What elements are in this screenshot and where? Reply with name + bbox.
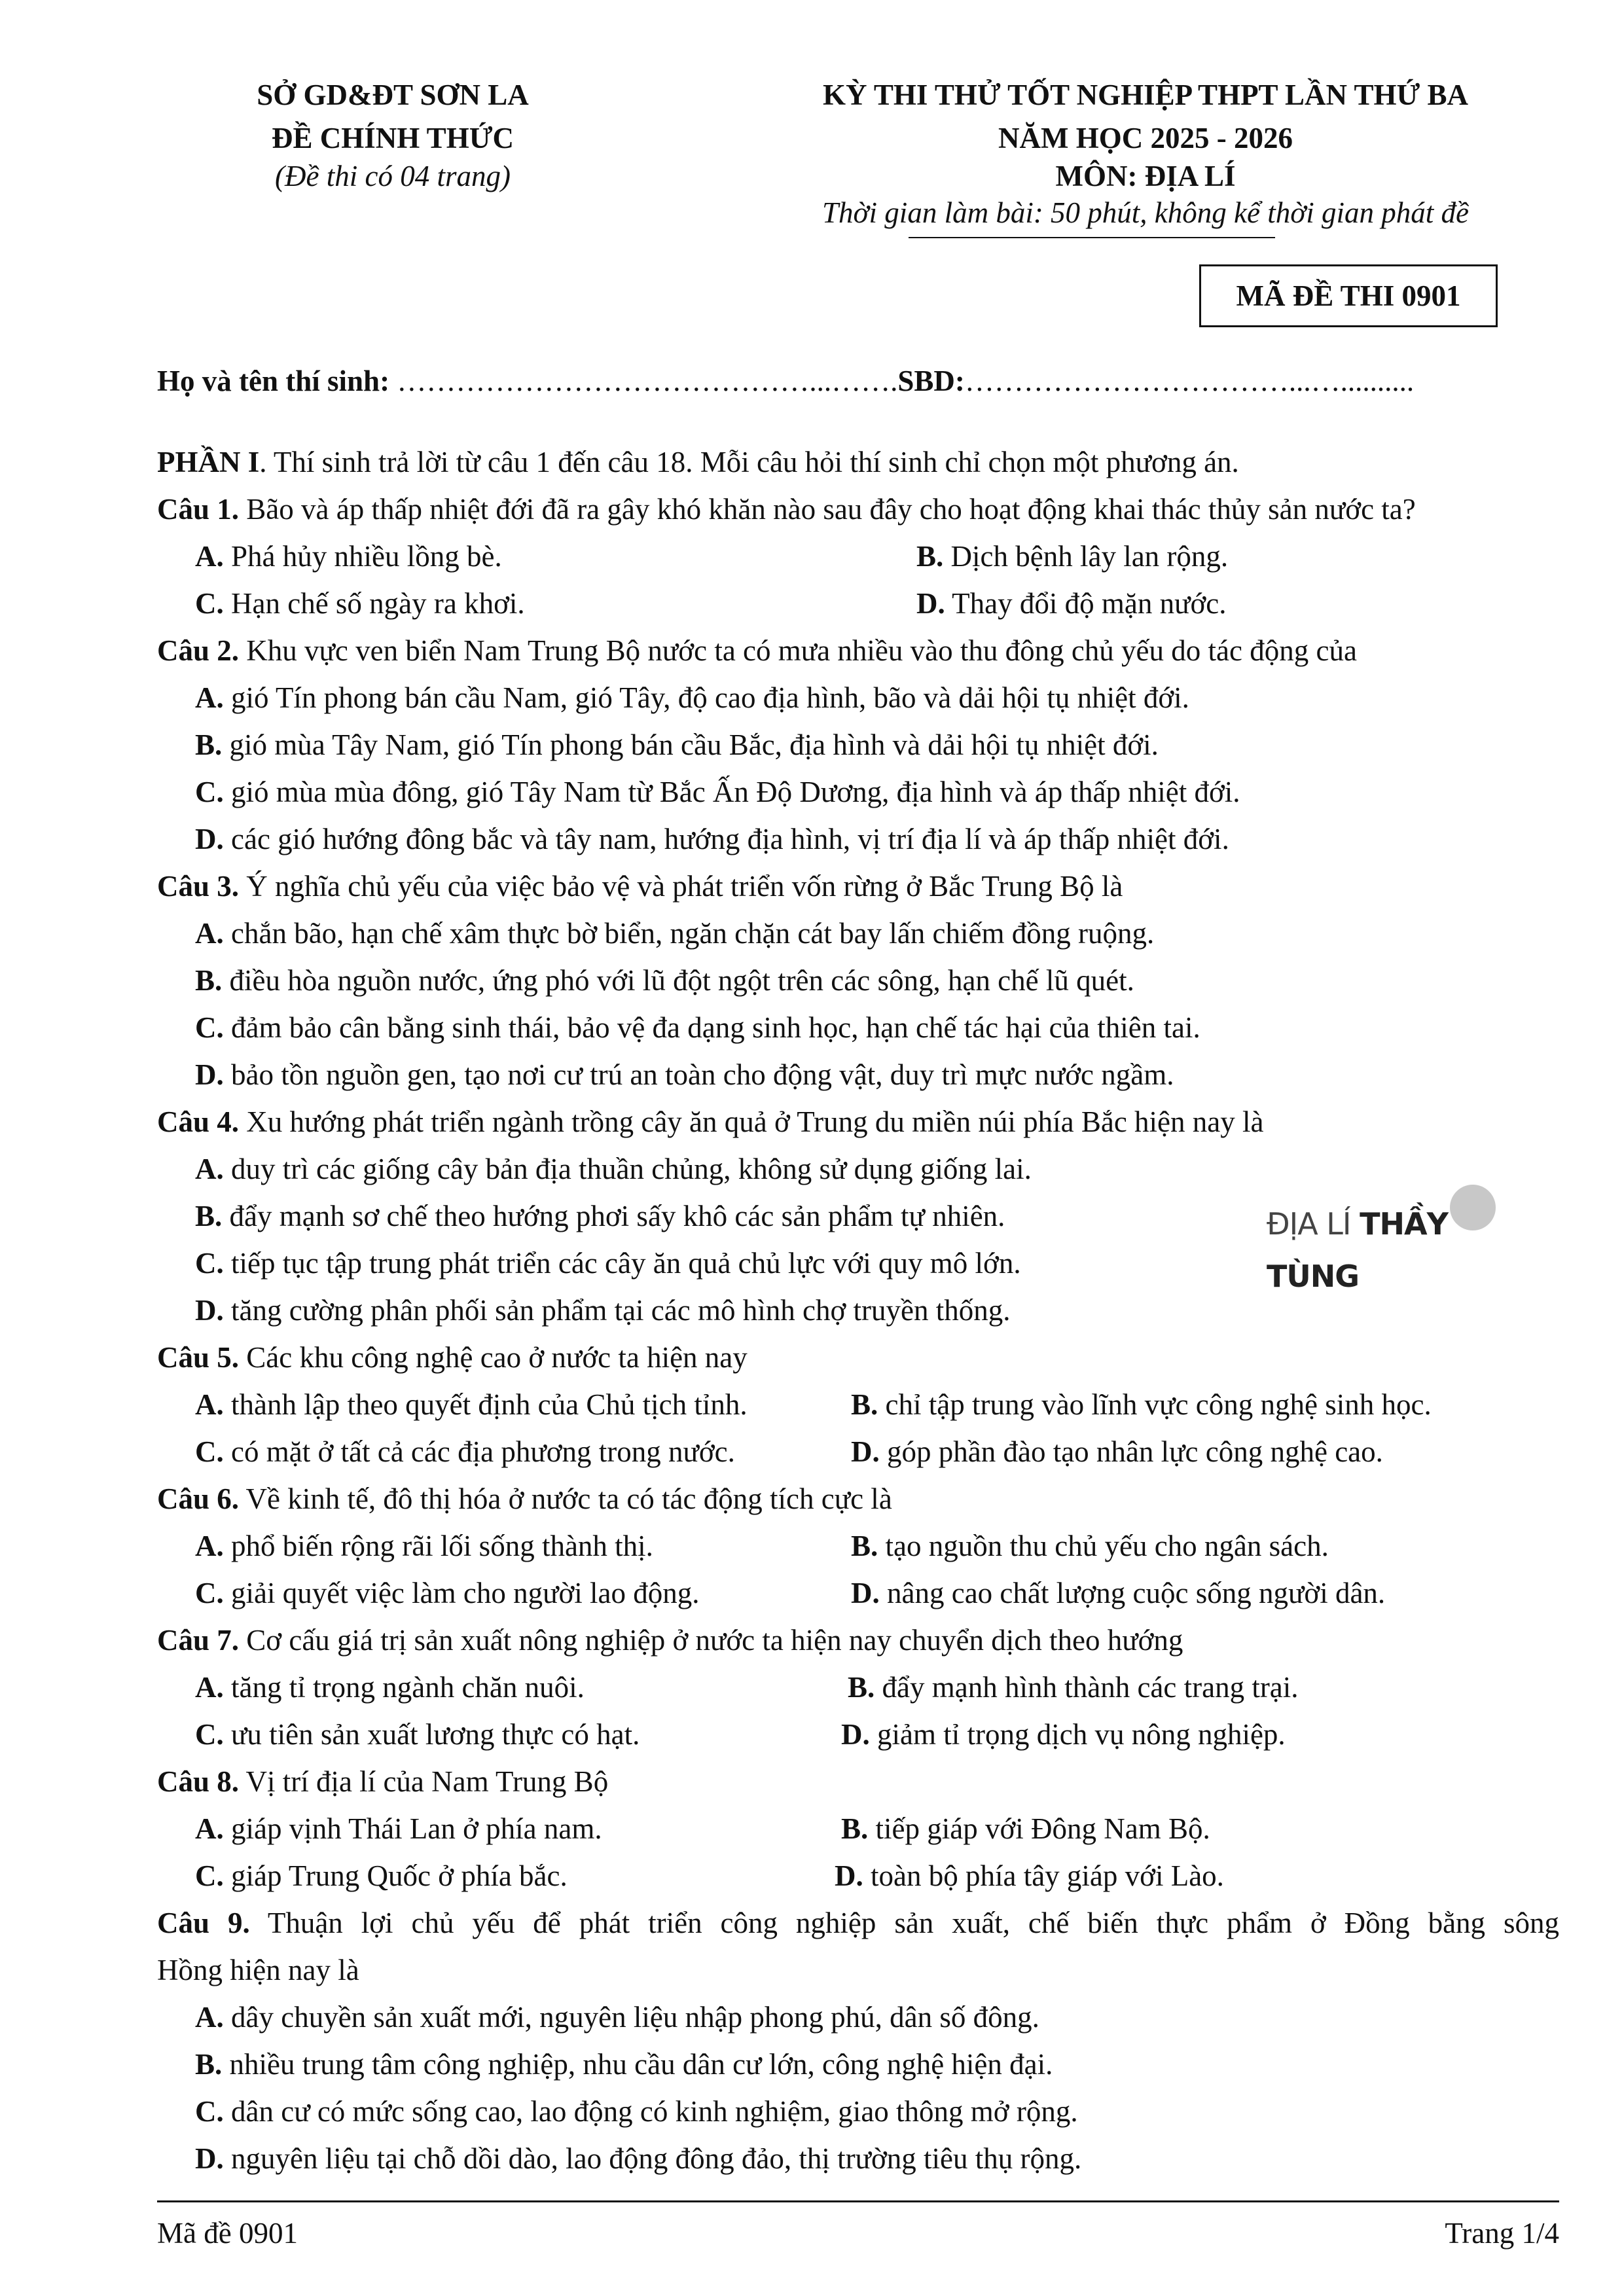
logo-text-1: ĐỊA LÍ — [1267, 1206, 1351, 1242]
option-6a[interactable]: A. phổ biến rộng rãi lối sống thành thị. — [195, 1530, 653, 1562]
page-number: Trang 1/4 — [1445, 2217, 1559, 2250]
logo-text-2: THẦY TÙNG — [1267, 1206, 1448, 1294]
question-number: Câu 1. — [157, 493, 240, 526]
question-3 — [157, 869, 1123, 903]
option-7a[interactable]: A. tăng tỉ trọng ngành chăn nuôi. — [195, 1671, 585, 1704]
option-9c[interactable]: C. dân cư có mức sống cao, lao động có kinh nghiệm, giao thông mở rộng. — [195, 2095, 1078, 2128]
option-9a[interactable]: A. dây chuyền sản xuất mới, nguyên liệu nhập phong phú, dân số đông. — [195, 2001, 1039, 2034]
option-5c[interactable]: C. có mặt ở tất cả các địa phương trong nước. — [195, 1435, 735, 1468]
subject: MÔN: ĐỊA LÍ — [1055, 160, 1236, 192]
name-field[interactable]: ……………………………………...……. — [397, 365, 898, 397]
option-3d[interactable]: D. bảo tồn nguồn gen, tạo nơi cư trú an toàn cho động vật, duy trì mực nước ngầm. — [195, 1058, 1174, 1091]
question-number: Câu 3. — [157, 870, 240, 903]
question-8 — [157, 1765, 608, 1799]
option-8c[interactable]: C. giáp Trung Quốc ở phía bắc. — [195, 1859, 568, 1892]
question-text: Thuận lợi chủ yếu để phát triển công nghiệp sản xuất, chế biến thực phẩm ở Đồng bằng sông — [249, 1907, 1559, 1939]
question-text: Các khu công nghệ cao ở nước ta hiện nay — [239, 1341, 748, 1374]
footer-exam-code: Mã đề 0901 — [157, 2217, 298, 2250]
option-7d[interactable]: D. giảm tỉ trọng dịch vụ nông nghiệp. — [841, 1718, 1286, 1751]
time-allowed: Thời gian làm bài: 50 phút, không kể thời gian phát đề — [822, 196, 1469, 229]
option-2d[interactable]: D. các gió hướng đông bắc và tây nam, hướng địa hình, vị trí địa lí và áp thấp nhiệt đới. — [195, 823, 1229, 855]
option-6b[interactable]: B. tạo nguồn thu chủ yếu cho ngân sách. — [851, 1530, 1329, 1562]
option-6c[interactable]: C. giải quyết việc làm cho người lao động. — [195, 1577, 700, 1609]
school-year: NĂM HỌC 2025 - 2026 — [998, 122, 1293, 154]
question-text: Bão và áp thấp nhiệt đới đã ra gây khó khăn nào sau đây cho hoạt động khai thác thủy sản nước ta? — [239, 493, 1416, 526]
exam-title: KỲ THI THỬ TỐT NGHIỆP THPT LẦN THỨ BA — [822, 79, 1469, 111]
option-8a[interactable]: A. giáp vịnh Thái Lan ở phía nam. — [195, 1812, 602, 1845]
question-text: Cơ cấu giá trị sản xuất nông nghiệp ở nước ta hiện nay chuyển dịch theo hướng — [239, 1624, 1183, 1657]
sbd-label: SBD: — [897, 365, 965, 397]
page-count-note: (Đề thi có 04 trang) — [275, 160, 511, 192]
question-text: Về kinh tế, đô thị hóa ở nước ta có tác động tích cực là — [239, 1482, 892, 1515]
question-5 — [157, 1340, 748, 1374]
question-text: Vị trí địa lí của Nam Trung Bộ — [239, 1765, 609, 1798]
question-text: Khu vực ven biển Nam Trung Bộ nước ta có mưa nhiều vào thu đông chủ yếu do tác động của — [239, 634, 1357, 667]
option-4d[interactable]: D. tăng cường phân phối sản phẩm tại các mô hình chợ truyền thống. — [195, 1294, 1011, 1327]
option-2b[interactable]: B. gió mùa Tây Nam, gió Tín phong bán cầu Bắc, địa hình và dải hội tụ nhiệt đới. — [195, 728, 1159, 761]
question-number: Câu 8. — [157, 1765, 240, 1798]
part-label: PHẦN I — [157, 446, 260, 478]
sbd-field[interactable]: ……………………………...….......... — [964, 365, 1415, 397]
option-2a[interactable]: A. gió Tín phong bán cầu Nam, gió Tây, độ cao địa hình, bão và dải hội tụ nhiệt đới. — [195, 681, 1189, 714]
option-5a[interactable]: A. thành lập theo quyết định của Chủ tịch tỉnh. — [195, 1388, 748, 1421]
exam-code-box: MÃ ĐỀ THI 0901 — [1199, 264, 1498, 327]
option-7b[interactable]: B. đẩy mạnh hình thành các trang trại. — [848, 1671, 1299, 1704]
question-9-continued: Hồng hiện nay là — [157, 1954, 359, 1986]
department-name: SỞ GD&ĐT SƠN LA — [257, 79, 529, 111]
official-label: ĐỀ CHÍNH THỨC — [271, 122, 514, 154]
option-1a[interactable]: A. Phá hủy nhiều lồng bè. — [195, 540, 502, 573]
option-3c[interactable]: C. đảm bảo cân bằng sinh thái, bảo vệ đa dạng sinh học, hạn chế tác hại của thiên tai. — [195, 1011, 1200, 1044]
question-1 — [157, 492, 1416, 526]
question-9 — [157, 1906, 1559, 1940]
option-1d[interactable]: D. Thay đổi độ mặn nước. — [916, 587, 1227, 620]
question-number: Câu 9. — [157, 1907, 250, 1939]
question-text: Xu hướng phát triển ngành trồng cây ăn quả ở Trung du miền núi phía Bắc hiện nay là — [239, 1105, 1264, 1138]
option-4b[interactable]: B. đẩy mạnh sơ chế theo hướng phơi sấy khô các sản phẩm tự nhiên. — [195, 1200, 1005, 1232]
option-8d[interactable]: D. toàn bộ phía tây giáp với Lào. — [835, 1859, 1224, 1892]
option-3b[interactable]: B. điều hòa nguồn nước, ứng phó với lũ đột ngột trên các sông, hạn chế lũ quét. — [195, 964, 1134, 997]
part-instruction — [157, 445, 1239, 479]
part-text: . Thí sinh trả lời từ câu 1 đến câu 18. Mỗi câu hỏi thí sinh chỉ chọn một phương án. — [259, 446, 1239, 478]
option-9b[interactable]: B. nhiều trung tâm công nghiệp, nhu cầu dân cư lớn, công nghệ hiện đại. — [195, 2048, 1053, 2081]
option-2c[interactable]: C. gió mùa mùa đông, gió Tây Nam từ Bắc Ấn Độ Dương, địa hình và áp thấp nhiệt đới. — [195, 776, 1240, 808]
option-1c[interactable]: C. Hạn chế số ngày ra khơi. — [195, 587, 525, 620]
question-text: Ý nghĩa chủ yếu của việc bảo vệ và phát triển vốn rừng ở Bắc Trung Bộ là — [239, 870, 1123, 903]
question-number: Câu 6. — [157, 1482, 240, 1515]
option-4c[interactable]: C. tiếp tục tập trung phát triển các cây ăn quả chủ lực với quy mô lớn. — [195, 1247, 1021, 1280]
question-6 — [157, 1482, 892, 1516]
option-9d[interactable]: D. nguyên liệu tại chỗ dồi dào, lao động đông đảo, thị trường tiêu thụ rộng. — [195, 2142, 1082, 2175]
option-5d[interactable]: D. góp phần đào tạo nhân lực công nghệ cao. — [851, 1435, 1383, 1468]
name-label: Họ và tên thí sinh: — [157, 365, 390, 397]
candidate-line — [157, 364, 1414, 398]
option-3a[interactable]: A. chắn bão, hạn chế xâm thực bờ biển, ngăn chặn cát bay lấn chiếm đồng ruộng. — [195, 917, 1155, 950]
header-underline — [909, 237, 1275, 238]
question-7 — [157, 1623, 1183, 1657]
option-6d[interactable]: D. nâng cao chất lượng cuộc sống người dân. — [851, 1577, 1386, 1609]
option-1b[interactable]: B. Dịch bệnh lây lan rộng. — [916, 540, 1229, 573]
question-number: Câu 7. — [157, 1624, 240, 1657]
question-number: Câu 4. — [157, 1105, 240, 1138]
watermark-logo — [1267, 1198, 1489, 1294]
question-number: Câu 2. — [157, 634, 240, 667]
question-2 — [157, 634, 1357, 668]
option-5b[interactable]: B. chỉ tập trung vào lĩnh vực công nghệ sinh học. — [851, 1388, 1432, 1421]
footer-rule — [157, 2200, 1559, 2202]
option-7c[interactable]: C. ưu tiên sản xuất lương thực có hạt. — [195, 1718, 640, 1751]
question-number: Câu 5. — [157, 1341, 240, 1374]
option-8b[interactable]: B. tiếp giáp với Đông Nam Bộ. — [841, 1812, 1210, 1845]
option-4a[interactable]: A. duy trì các giống cây bản địa thuần chủng, không sử dụng giống lai. — [195, 1153, 1032, 1185]
question-4 — [157, 1105, 1263, 1139]
